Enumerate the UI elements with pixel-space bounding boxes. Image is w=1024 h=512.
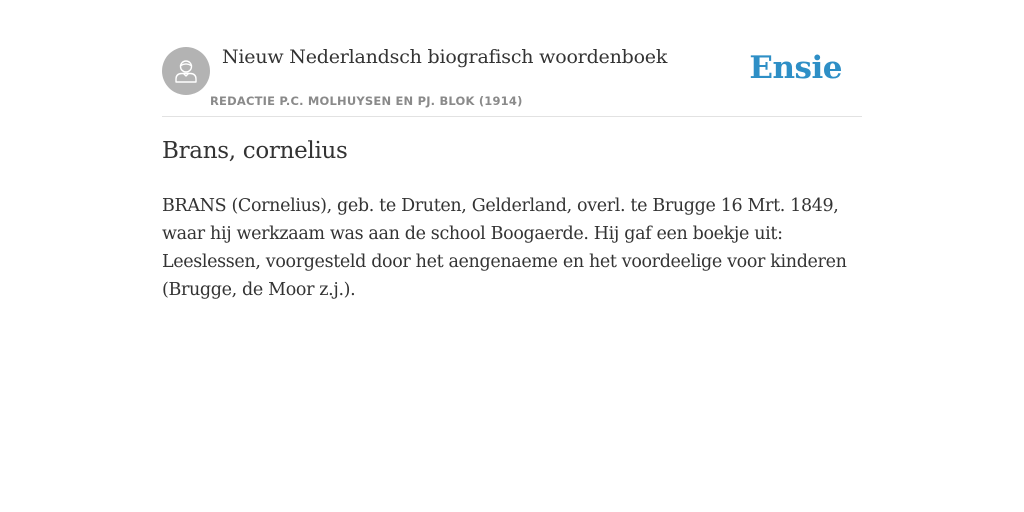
entry-body: BRANS (Cornelius), geb. te Druten, Gelderland, overl. te Brugge 16 Mrt. 1849, waar hij werkzaam was aan de school Boogaerde. Hij gaf een boekje uit: Leeslessen, voorgesteld door het aengenaeme en het voordeelige voor kinderen (Brugge, de Moor z.j.). [162, 196, 847, 300]
editors-credit: REDACTIE P.C. MOLHUYSEN EN PJ. BLOK (1914) [210, 94, 523, 108]
entry-title: Brans, cornelius [162, 138, 348, 164]
avatar[interactable] [162, 47, 210, 95]
book-title[interactable]: Nieuw Nederlandsch biografisch woordenboek [222, 46, 668, 68]
user-icon [171, 56, 201, 86]
header [162, 40, 862, 117]
brand-logo[interactable]: Ensie [749, 50, 842, 86]
